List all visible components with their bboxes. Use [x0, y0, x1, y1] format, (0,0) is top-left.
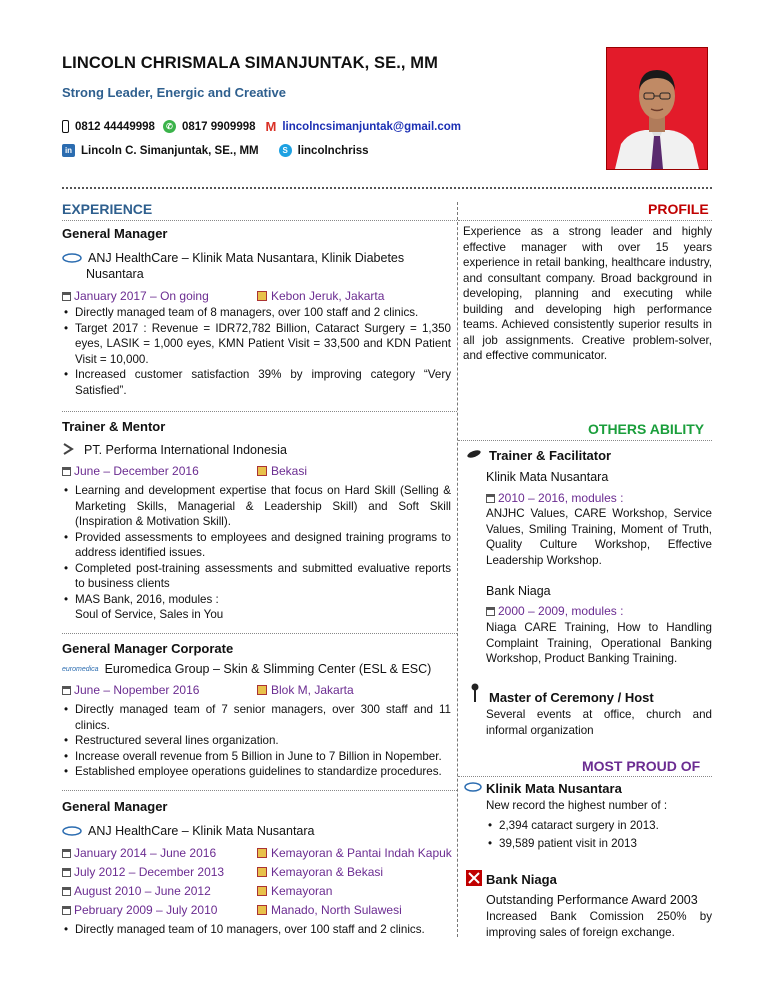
linkedin-icon: in: [62, 144, 75, 157]
mc-description: Several events at office, church and informal organization: [486, 708, 712, 737]
job-4-date-4: [62, 903, 217, 917]
calendar-icon: [486, 494, 495, 503]
list-item: • 39,589 patient visit in 2013: [486, 836, 712, 852]
job-3-company: [62, 662, 431, 676]
map-icon: [257, 291, 267, 301]
job-2-extra: Soul of Service, Sales in You: [75, 608, 224, 621]
list-item: • 2,394 cataract surgery in 2013.: [486, 818, 712, 834]
job-3-date-text: June – Nopember 2016: [74, 683, 200, 697]
bank-niaga-logo-icon: [466, 870, 482, 889]
candidate-name: LINCOLN CHRISMALA SIMANJUNTAK, SE., MM: [62, 54, 438, 72]
proud-org-2: Bank Niaga: [486, 872, 557, 887]
trainer-org-1-date-text: 2010 – 2016, modules :: [498, 491, 624, 505]
others-ability-heading: OTHERS ABILITY: [588, 421, 705, 437]
skype-icon: S: [279, 144, 292, 157]
job-4-location-3-text: Kemayoran: [271, 884, 333, 898]
map-icon: [257, 848, 267, 858]
job-3-company-line1: Euromedica Group – Skin & Slimming Center (ESL & ESC): [104, 662, 432, 676]
job-4-location-2: [257, 865, 383, 879]
anj-logo-icon: [62, 825, 82, 839]
job-3-location-text: Blok M, Jakarta: [271, 683, 354, 697]
euromedica-logo: euromedica: [62, 666, 99, 674]
list-item: • Directly managed team of 7 senior managers, over 300 staff and 11 clinics.: [62, 702, 451, 733]
email-link[interactable]: lincolncsimanjuntak@gmail.com: [282, 120, 462, 133]
section-rule: [62, 633, 457, 634]
profile-photo: [606, 47, 708, 170]
phone-icon: [62, 120, 69, 133]
job-1-company: [62, 251, 404, 266]
map-icon: [257, 905, 267, 915]
profile-rule: [458, 220, 712, 221]
proud-org-1-desc: New record the highest number of :: [486, 799, 668, 812]
anj-logo-icon: [62, 252, 82, 266]
profile-heading: PROFILE: [648, 201, 709, 217]
trainer-org-1: Klinik Mata Nusantara: [486, 470, 609, 484]
job-2-title: Trainer & Mentor: [62, 419, 166, 434]
job-4-date-2-text: July 2012 – December 2013: [74, 865, 225, 879]
microphone-icon: [471, 683, 479, 706]
job-4-date-1-text: January 2014 – June 2016: [74, 846, 217, 860]
most-proud-heading: MOST PROUD OF: [582, 758, 701, 774]
phone-number-2[interactable]: 0817 9909998: [181, 120, 256, 133]
calendar-icon: [62, 686, 71, 695]
map-icon: [257, 466, 267, 476]
proud-org-2-desc: Increased Bank Comission 250% by improving sales of foreign exchange.: [486, 910, 712, 939]
job-1-bullets: [62, 305, 451, 398]
job-4-date-3-text: August 2010 – June 2012: [74, 884, 211, 898]
map-icon: [257, 886, 267, 896]
list-item: • Directly managed team of 10 managers, over 100 staff and 2 clinics.: [62, 922, 451, 938]
job-4-date-3: [62, 884, 211, 898]
kmn-logo-icon: [464, 781, 482, 795]
job-3-title: General Manager Corporate: [62, 641, 234, 656]
experience-rule: [62, 220, 457, 221]
mc-title: Master of Ceremony / Host: [489, 690, 654, 705]
list-item: • Provided assessments to employees and designed training programs to address identified issues.: [62, 530, 451, 561]
job-4-company: [62, 824, 315, 839]
job-1-company-line1: ANJ HealthCare – Klinik Mata Nusantara, Klinik Diabetes: [88, 251, 405, 265]
proud-org-2-award: Outstanding Performance Award 2003: [486, 893, 698, 907]
job-4-date-2: [62, 865, 224, 879]
proud-org-1-items: [486, 818, 712, 834]
job-3-date: [62, 683, 199, 697]
job-4-location-4: [257, 903, 402, 917]
trainer-org-1-modules: ANJHC Values, CARE Workshop, Service Values, Smiling Training, Moment of Truth, Quality Culture Workshop, Effective Leadership Workshop.: [486, 507, 712, 567]
whistle-icon: [466, 448, 482, 462]
linkedin-name[interactable]: Lincoln C. Simanjuntak, SE., MM: [81, 144, 259, 157]
job-4-date-4-text: Pebruary 2009 – July 2010: [74, 903, 218, 917]
trainer-org-1-date: [486, 491, 623, 505]
job-1-title: General Manager: [62, 226, 168, 241]
proud-rule: [458, 776, 712, 777]
list-item: • Established employee operations guidelines to standardize procedures.: [62, 764, 451, 780]
job-4-date-1: [62, 846, 216, 860]
map-icon: [257, 685, 267, 695]
job-4-bullets: [62, 922, 451, 938]
column-divider: [457, 202, 458, 937]
list-item: • Increased customer satisfaction 39% by improving category “Very Satisfied”.: [62, 367, 451, 398]
calendar-icon: [62, 292, 71, 301]
list-item: • Target 2017 : Revenue = IDR72,782 Billion, Cataract Surgery = 1,350 eyes, LASIK = 1,000 eyes, KMN Patient Visit = 33,500 and KDN Patient Visit = 10,000.: [62, 321, 451, 368]
trainer-org-2-modules: Niaga CARE Training, How to Handling Complaint Training, Operational Banking Workshop, Product Banking Training.: [486, 621, 712, 665]
job-2-company: [62, 443, 287, 458]
list-item: • Directly managed team of 8 managers, over 100 staff and 2 clinics.: [62, 305, 451, 321]
section-rule: [62, 411, 457, 412]
trainer-org-2-date: [486, 604, 623, 618]
trainer-title: Trainer & Facilitator: [489, 448, 612, 463]
trainer-org-2: Bank Niaga: [486, 584, 551, 598]
map-icon: [257, 867, 267, 877]
list-item: • Completed post-training assessments and submitted evaluative reports to business clients: [62, 561, 451, 592]
proud-org-1: Klinik Mata Nusantara: [486, 781, 622, 796]
list-item: • Restructured several lines organization.: [62, 733, 451, 749]
job-2-company-line1: PT. Performa International Indonesia: [84, 443, 287, 457]
job-4-location-1-text: Kemayoran & Pantai Indah Kapuk: [271, 846, 452, 860]
performa-logo-icon: [62, 443, 78, 458]
list-item: • Learning and development expertise that focus on Hard Skill (Selling & Marketing Skills, Managerial & Leadership Skill) and Soft Skill (Inspiration & Motivation Skill).: [62, 483, 451, 530]
phone-number-1[interactable]: 0812 44449998: [75, 120, 155, 133]
header-divider: [62, 187, 712, 189]
job-4-location-1: [257, 846, 452, 860]
tagline: Strong Leader, Energic and Creative: [62, 85, 286, 100]
gmail-icon: M: [265, 119, 277, 134]
job-2-location-text: Bekasi: [271, 464, 308, 478]
profile-text: Experience as a strong leader and highly effective manager with over 15 years experience in retail banking, healthcare industry, and consultant company. Broad background in developing, planning and executing while building and developing high performance teams. Achieved consistently superior results in all job assignments. Creative problem-solver, and effective communicator.: [463, 225, 712, 362]
calendar-icon: [62, 887, 71, 896]
job-3-location: [257, 683, 354, 697]
job-2-location: [257, 464, 307, 478]
skype-id[interactable]: lincolnchriss: [297, 144, 369, 157]
job-3-bullets: [62, 702, 451, 780]
section-rule: [62, 790, 457, 791]
contact-row-1: [62, 120, 461, 133]
calendar-icon: [62, 467, 71, 476]
list-item: • Increase overall revenue from 5 Billion in June to 7 Billion in Nopember.: [62, 749, 451, 765]
whatsapp-icon: ✆: [163, 120, 176, 133]
job-1-company-line2: Nusantara: [86, 267, 144, 281]
job-2-bullets: [62, 483, 451, 607]
calendar-icon: [486, 607, 495, 616]
job-2-date-text: June – December 2016: [74, 464, 199, 478]
trainer-org-2-date-text: 2000 – 2009, modules :: [498, 604, 624, 618]
others-rule: [458, 440, 712, 441]
job-4-location-2-text: Kemayoran & Bekasi: [271, 865, 384, 879]
contact-row-2: [62, 144, 369, 157]
proud-org-1-items-2: [486, 836, 712, 852]
calendar-icon: [62, 868, 71, 877]
job-4-location-4-text: Manado, North Sulawesi: [271, 903, 402, 917]
job-4-company-line1: ANJ HealthCare – Klinik Mata Nusantara: [88, 824, 315, 838]
job-2-date: [62, 464, 199, 478]
calendar-icon: [62, 849, 71, 858]
job-1-date: [62, 289, 209, 303]
calendar-icon: [62, 906, 71, 915]
list-item: • MAS Bank, 2016, modules :: [62, 592, 451, 608]
job-1-location: [257, 289, 384, 303]
job-1-date-text: January 2017 – On going: [74, 289, 209, 303]
job-1-location-text: Kebon Jeruk, Jakarta: [271, 289, 385, 303]
job-4-location-3: [257, 884, 332, 898]
experience-heading: EXPERIENCE: [62, 201, 153, 217]
job-4-title: General Manager: [62, 799, 168, 814]
